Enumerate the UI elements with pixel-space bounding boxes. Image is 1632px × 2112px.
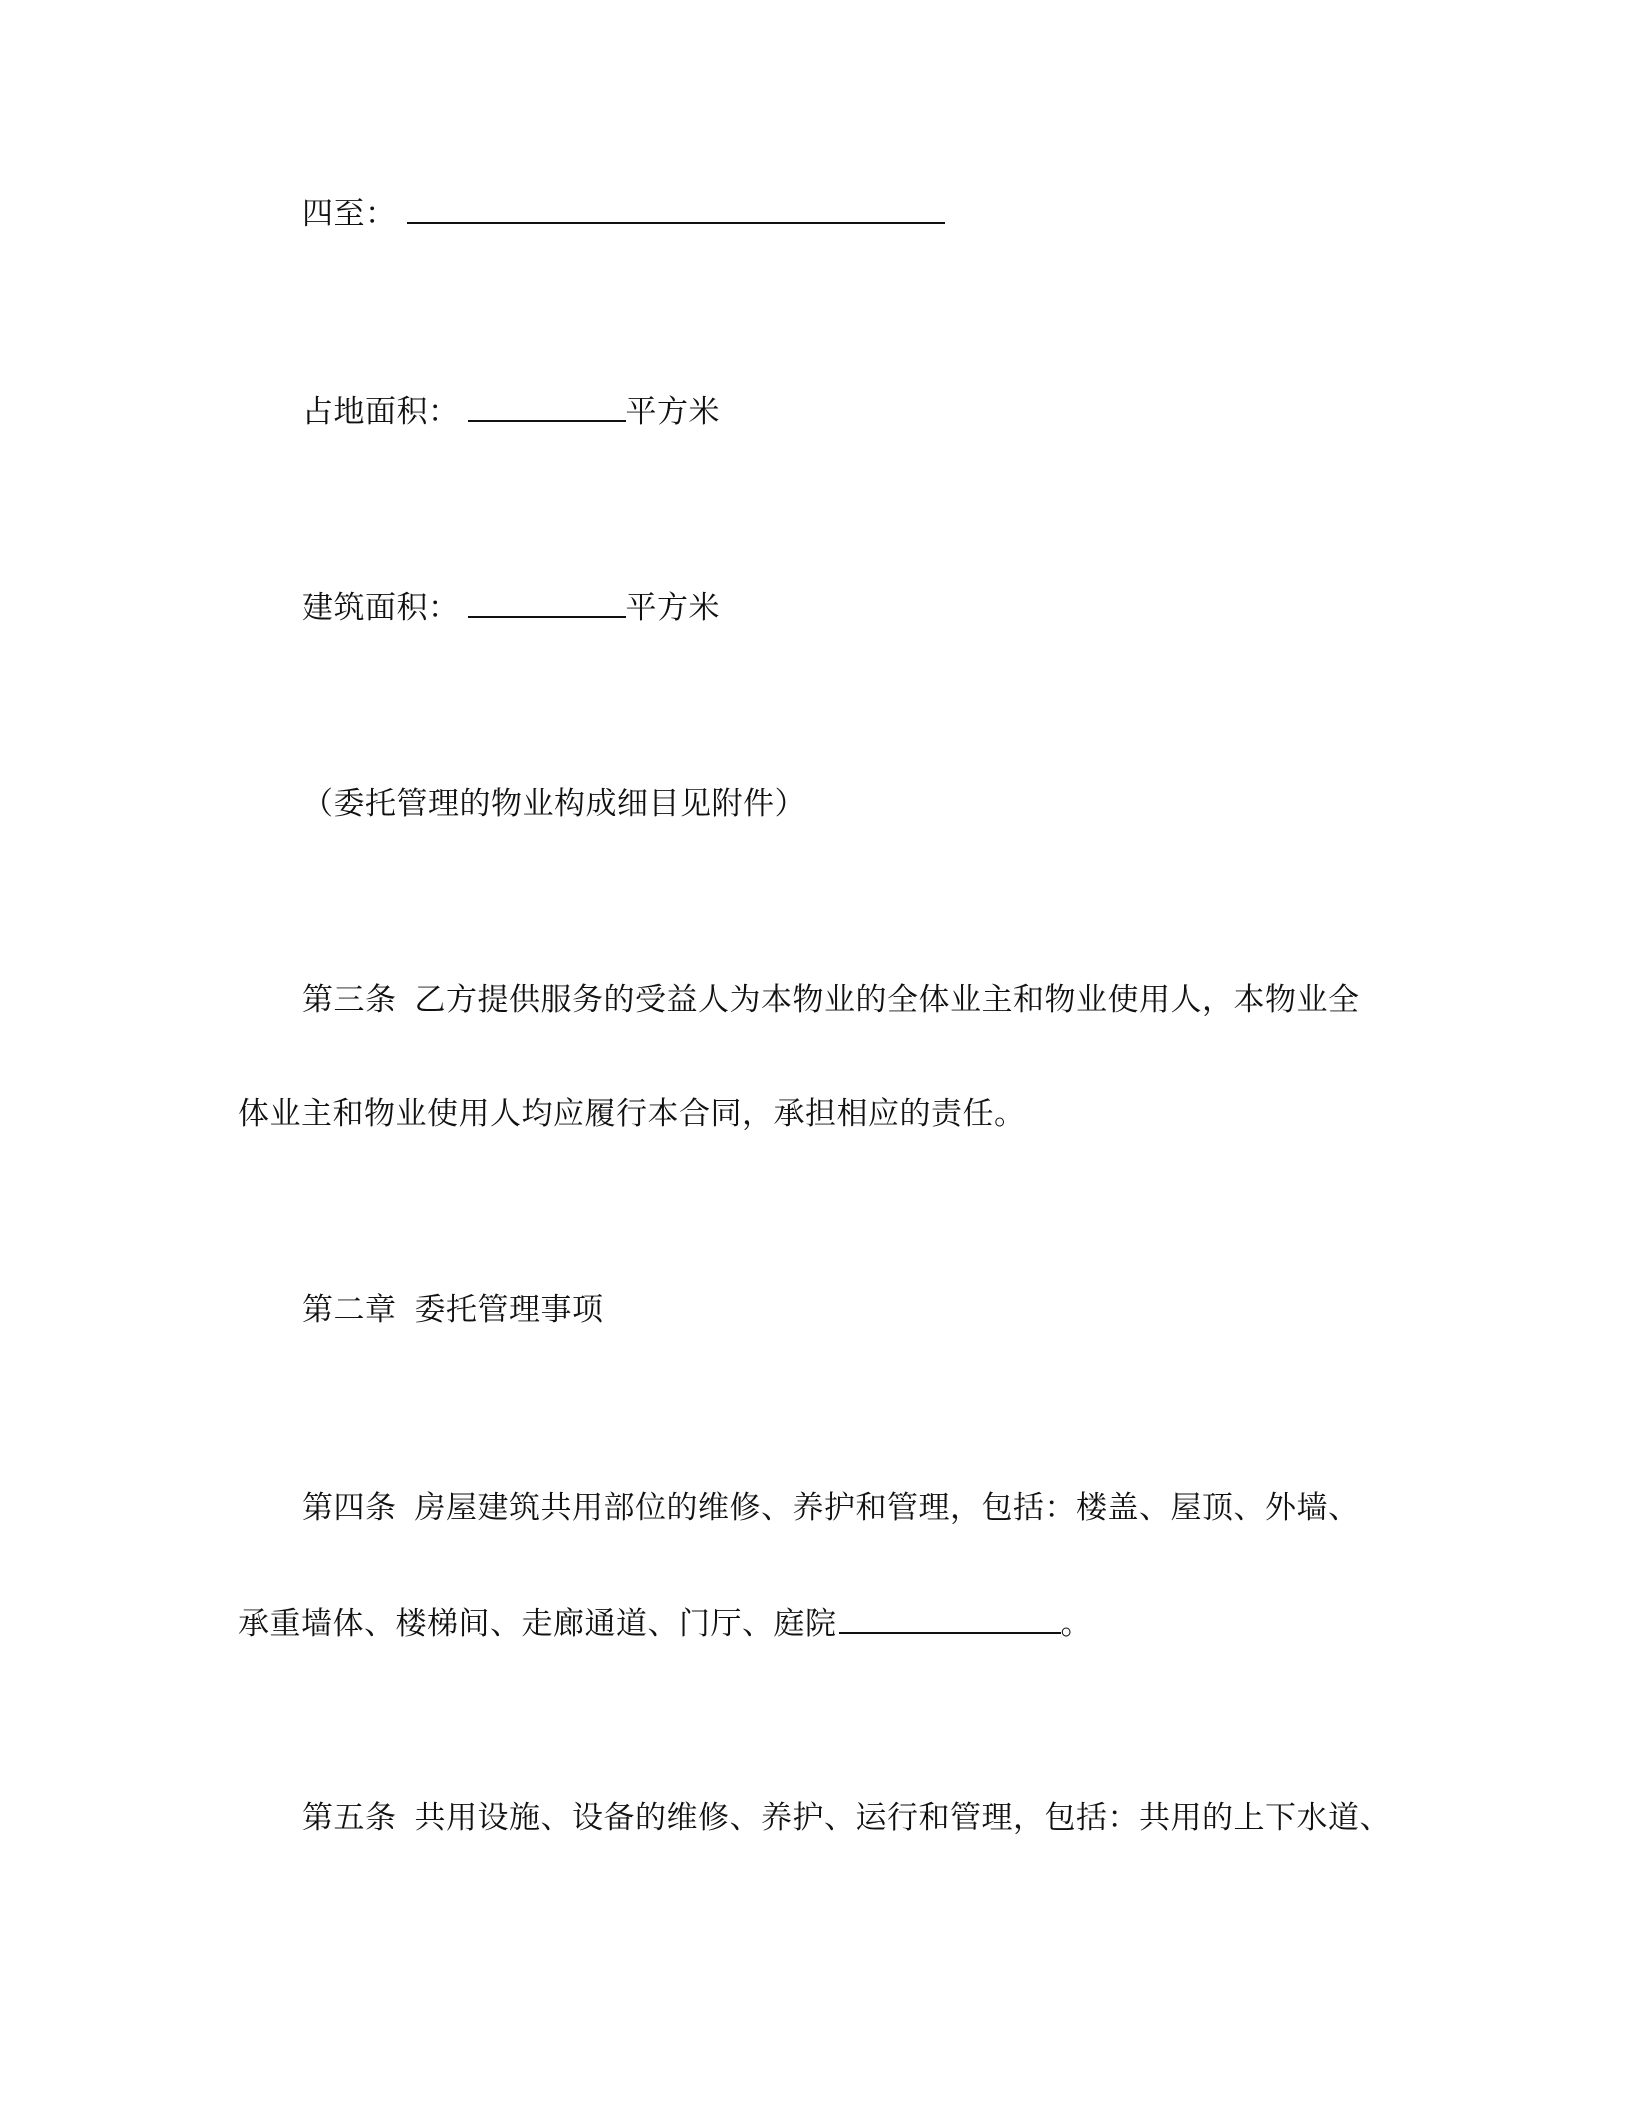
building-area-line [302, 586, 720, 628]
chapter2-heading [302, 1290, 604, 1330]
article4-number: 第四条 [302, 1490, 397, 1526]
building-area-unit: 平方米 [625, 590, 720, 626]
article4-text1: 房屋建筑共用部位的维修、养护和管理，包括：楼盖、屋顶、外墙、 [414, 1490, 1360, 1526]
article5-number: 第五条 [302, 1800, 397, 1836]
chapter2-number: 第二章 [302, 1292, 397, 1328]
land-area-blank[interactable] [468, 390, 626, 422]
article3-line2: 体业主和物业使用人均应履行本合同，承担相应的责任。 [238, 1096, 1026, 1132]
four-bounds-line [302, 192, 945, 234]
article3-text1: 乙方提供服务的受益人为本物业的全体业主和物业使用人，本物业全 [414, 982, 1360, 1018]
appendix-note: （委托管理的物业构成细目见附件） [302, 786, 806, 822]
land-area-unit: 平方米 [625, 394, 720, 430]
land-area-label: 占地面积： [302, 394, 460, 430]
article3-line1 [302, 980, 1360, 1020]
article4-line1 [302, 1488, 1360, 1528]
article5-text1: 共用设施、设备的维修、养护、运行和管理，包括：共用的上下水道、 [414, 1800, 1391, 1836]
chapter2-title: 委托管理事项 [414, 1292, 604, 1328]
land-area-line [302, 390, 720, 432]
article3-number: 第三条 [302, 982, 397, 1018]
four-bounds-label: 四至： [302, 196, 397, 232]
building-area-label: 建筑面积： [302, 590, 460, 626]
article4-blank[interactable] [839, 1602, 1061, 1634]
building-area-blank[interactable] [468, 586, 626, 618]
article4-text2: 承重墙体、楼梯间、走廊通道、门厅、庭院 [238, 1606, 837, 1642]
article4-line2 [238, 1602, 1092, 1644]
four-bounds-blank[interactable] [407, 192, 945, 224]
article4-period: 。 [1060, 1606, 1092, 1642]
article5-line1 [302, 1798, 1391, 1838]
